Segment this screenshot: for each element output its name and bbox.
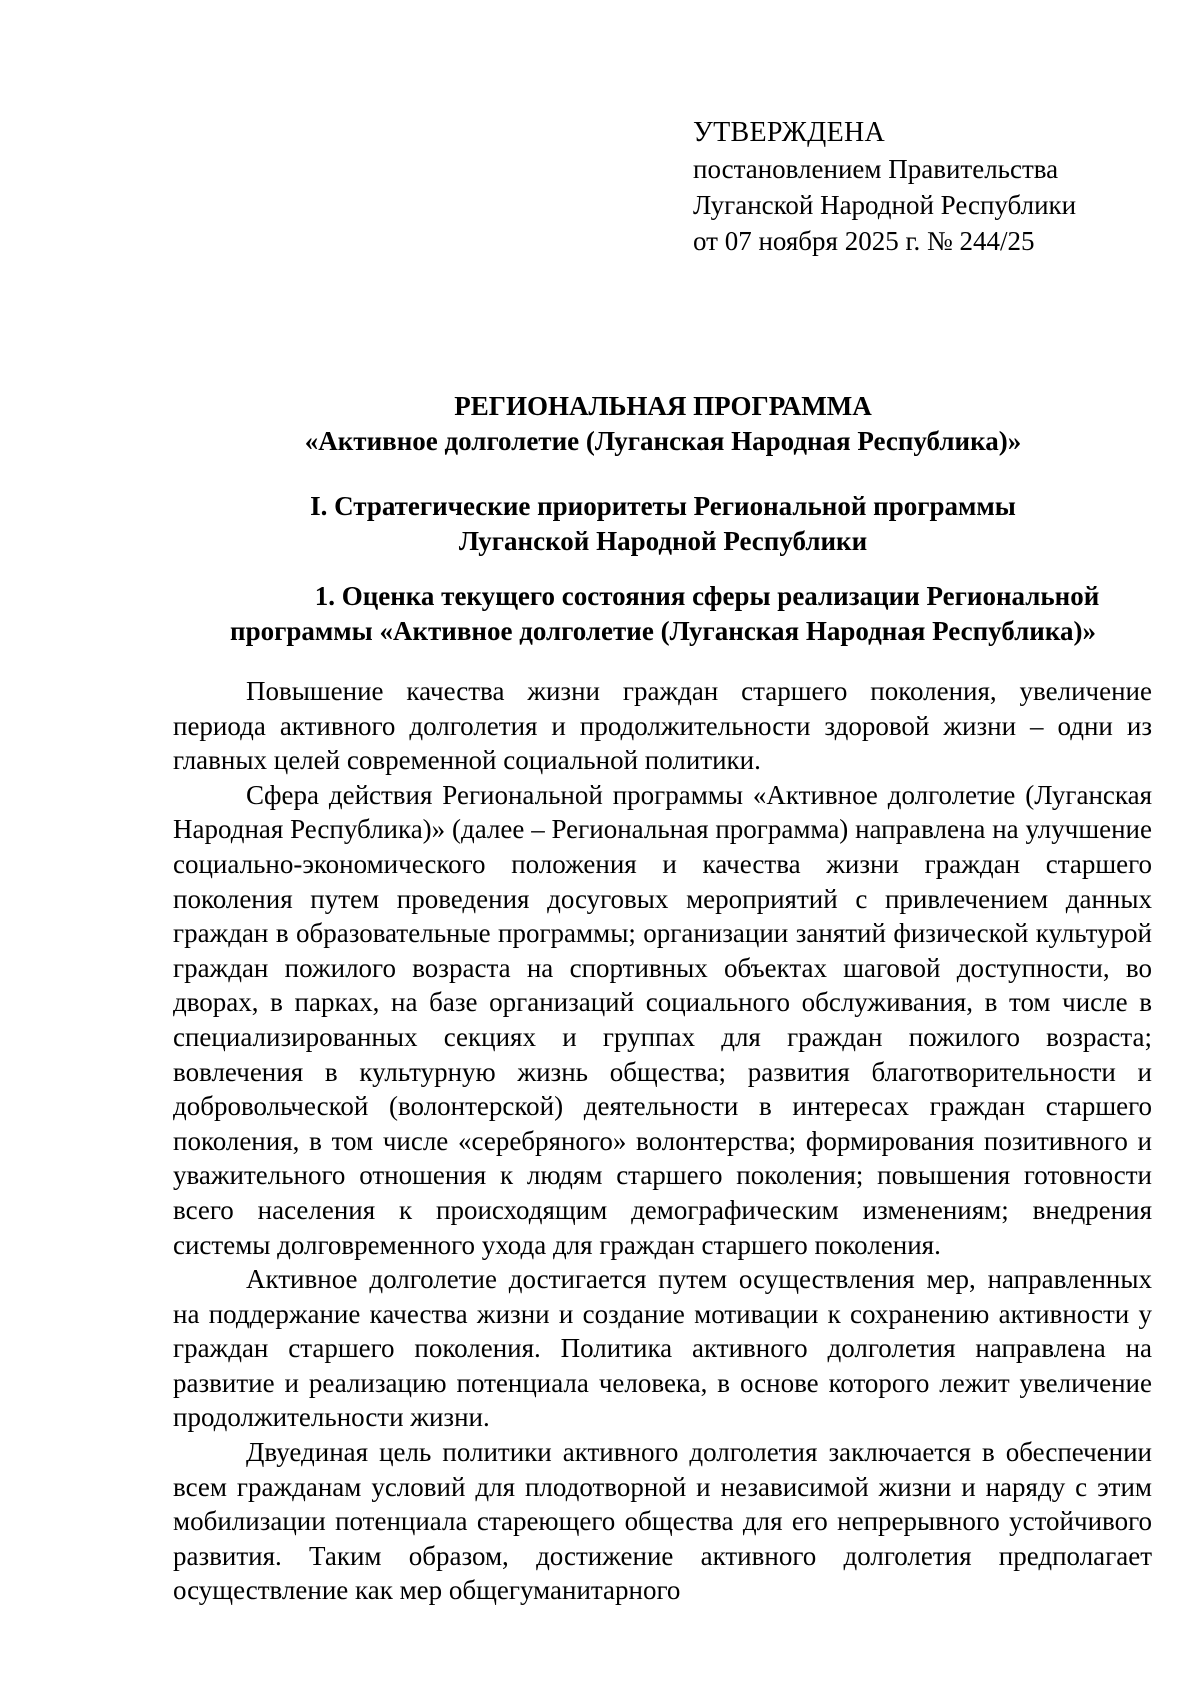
paragraph: Активное долголетие достигается путем осуществления мер, направленных на поддержание качества жизни и создание мотивации к сохранению активности у граждан старшего поколения. Политика активного долголетия направлена на развитие и реализацию потенциала человека, в основе которого лежит увеличение продолжительности жизни.: [173, 1264, 1152, 1433]
approval-line: постановлением Правительства: [693, 154, 1059, 184]
document-title-line: РЕГИОНАЛЬНАЯ ПРОГРАММА: [454, 391, 872, 421]
approval-line: Луганской Народной Республики: [693, 190, 1077, 220]
paragraph: Повышение качества жизни граждан старшего поколения, увеличение периода активного долголетия и продолжительности здоровой жизни – одни из главных целей современной социальной политики.: [173, 676, 1152, 776]
paragraph: Двуединая цель политики активного долголетия заключается в обеспечении всем гражданам условий для плодотворной и независимой жизни и наряду с этим мобилизации потенциала стареющего общества для его непрерывного устойчивого развития. Таким образом, достижение активного долголетия предполагает осуществление как мер общегуманитарного: [173, 1437, 1152, 1606]
approval-date-line: от 07 ноября 2025 г. № 244/25: [693, 226, 1035, 256]
subsection-heading-line: программы «Активное долголетие (Луганская Народная Республика)»: [230, 616, 1096, 646]
paragraph: Сфера действия Региональной программы «Активное долголетие (Луганская Народная Республика)» (далее – Региональная программа) направлена на улучшение социально-экономического положения и качества жизни граждан старшего поколения путем проведения досуговых мероприятий с привлечением данных граждан в образовательные программы; организации занятий физической культурой граждан пожилого возраста на спортивных объектах шаговой доступности, во дворах, в парках, на базе организаций социального обслуживания, в том числе в специализированных секциях и группах для граждан пожилого возраста; вовлечения в культурную жизнь общества; развития благотворительности и добровольческой (волонтерской) деятельности в интересах граждан старшего поколения, в том числе «серебряного» волонтерства; формирования позитивного и уважительного отношения к людям старшего поколения; повышения готовности всего населения к происходящим демографическим изменениям; внедрения системы долговременного ухода для граждан старшего поколения.: [173, 779, 1152, 1260]
document-title-line: «Активное долголетие (Луганская Народная Республика)»: [304, 426, 1022, 456]
section-heading: [173, 489, 1153, 559]
subsection-heading-line: 1. Оценка текущего состояния сферы реализации Региональной: [314, 581, 1100, 611]
section-heading-line: I. Стратегические приоритеты Региональной программы: [310, 491, 1016, 521]
section-heading-line: Луганской Народной Республики: [458, 526, 868, 556]
subsection-heading: [173, 579, 1153, 649]
document-title: [173, 389, 1153, 459]
approval-block: [693, 115, 1076, 259]
body-text: [173, 674, 1152, 1608]
approval-stamp: УТВЕРЖДЕНА: [693, 117, 886, 148]
